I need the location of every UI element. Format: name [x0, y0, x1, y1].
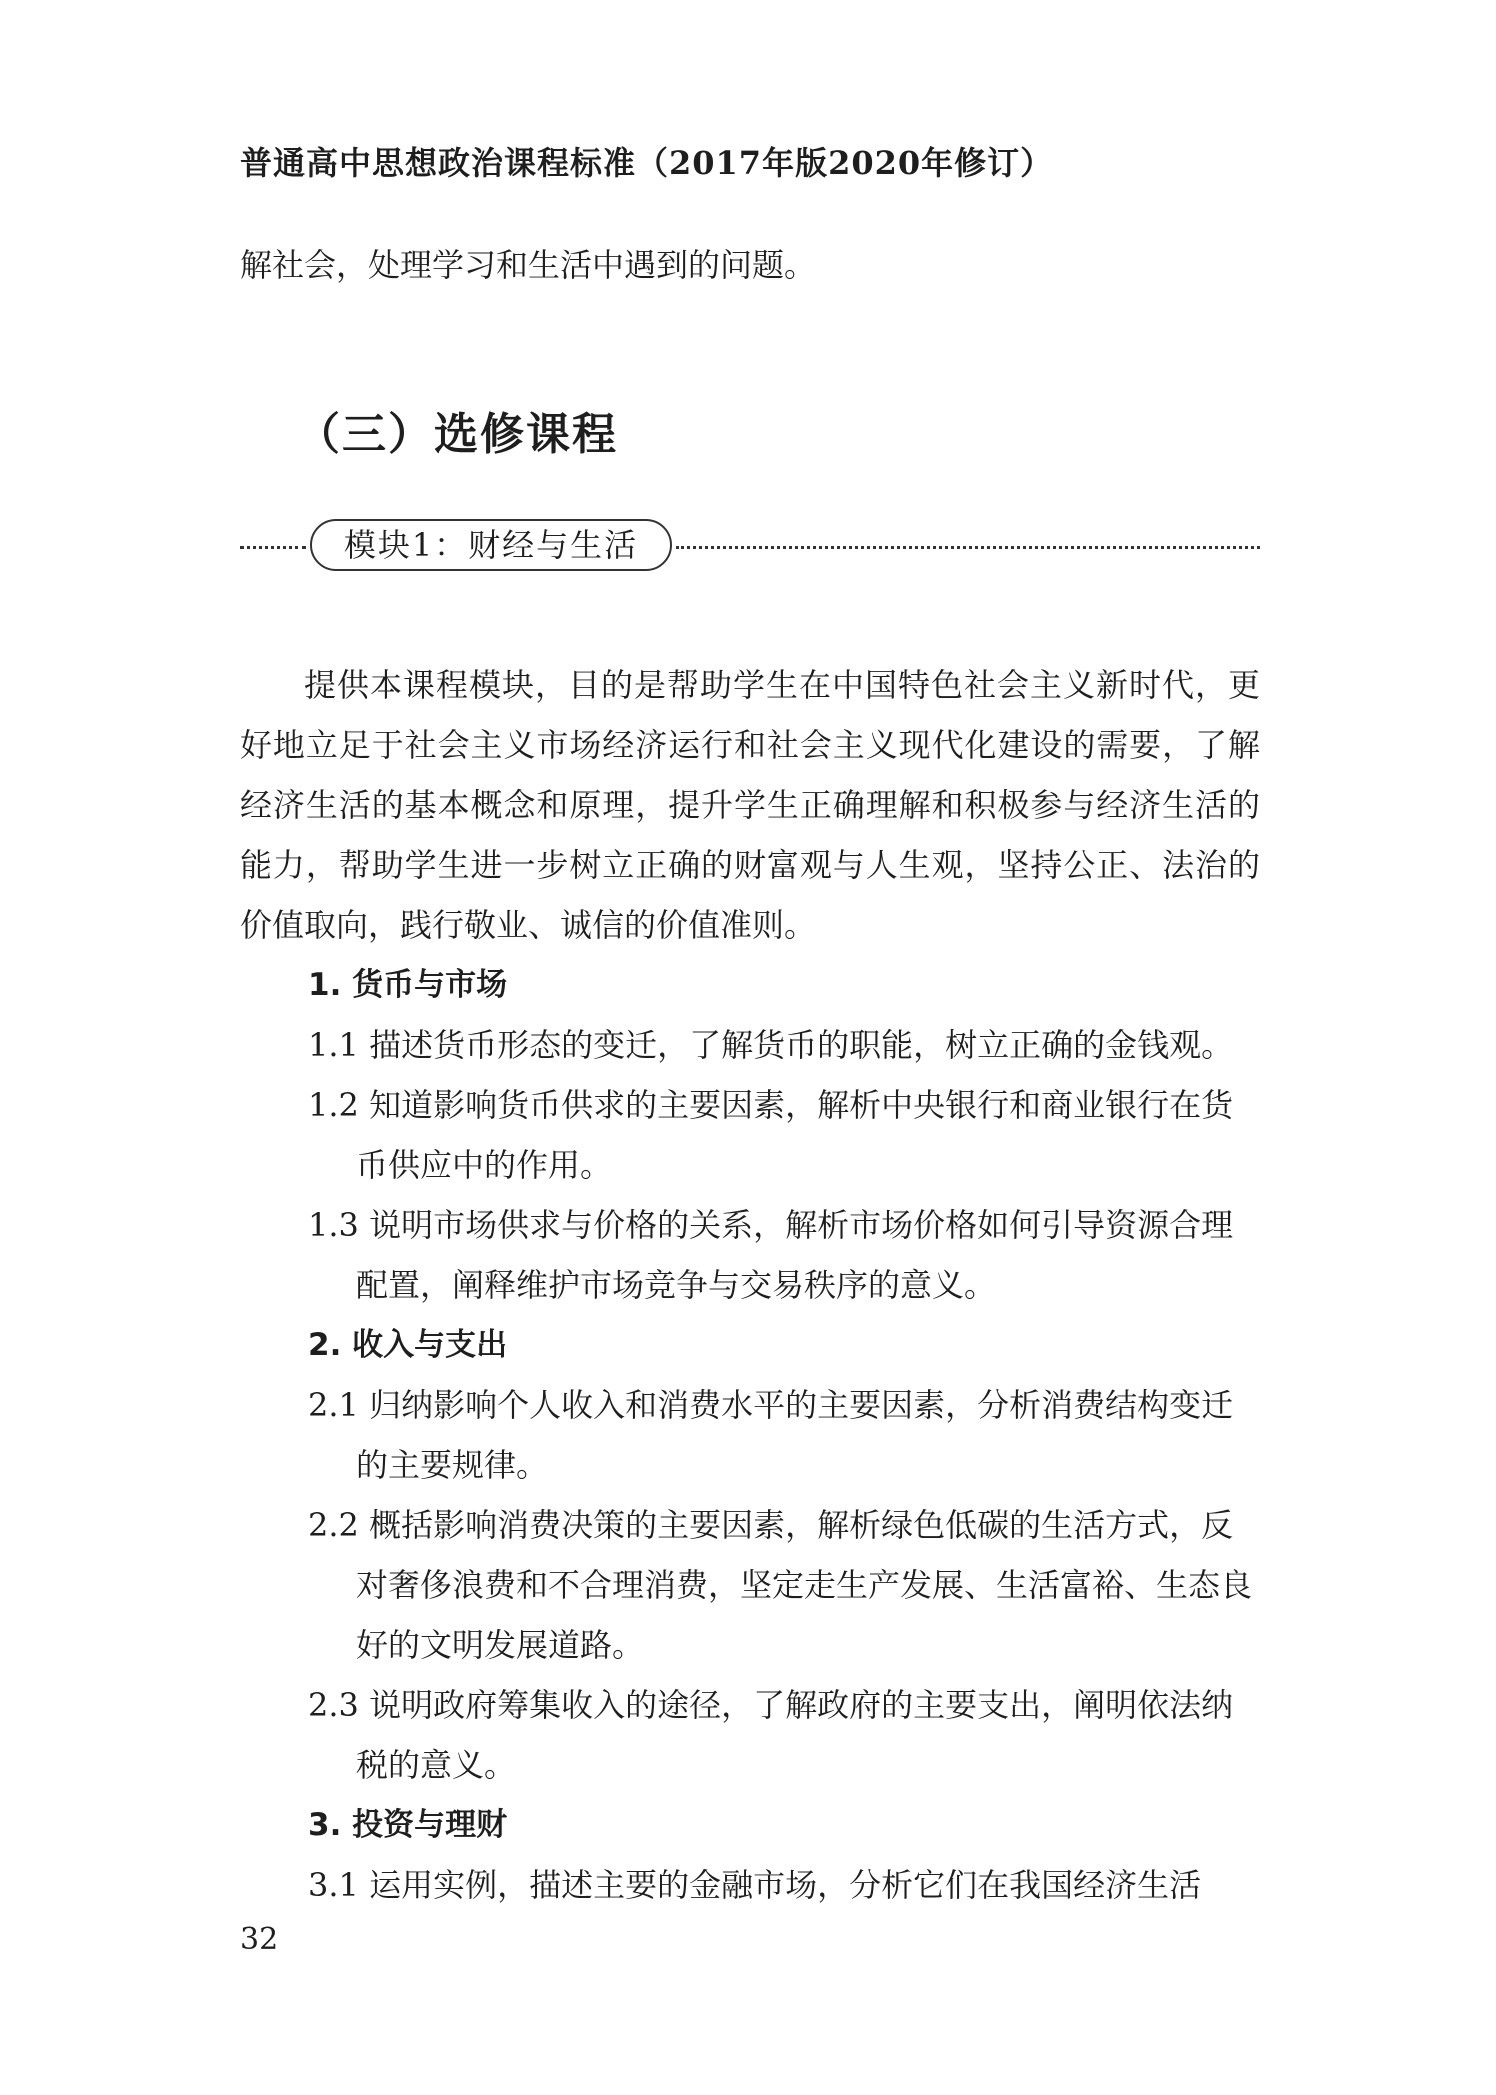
list-item-2-2: 2.2 概括影响消费决策的主要因素，解析绿色低碳的生活方式，反对奢侈浪费和不合理消费，坚定走生产发展、生活富裕、生态良好的文明发展道路。 — [308, 1506, 1253, 1664]
intro-paragraph: 解社会，处理学习和生活中遇到的问题。 — [240, 246, 817, 284]
topic-list — [308, 955, 1260, 1915]
section-title: （三）选修课程 — [296, 409, 618, 460]
topic-heading-3: 3. 投资与理财 — [308, 1807, 508, 1843]
module-description: 提供本课程模块，目的是帮助学生在中国特色社会主义新时代，更好地立足于社会主义市场经济运行和社会主义现代化建设的需要，了解经济生活的基本概念和原理，提升学生正确理解和积极参与经济生活的能力，帮助学生进一步树立正确的财富观与人生观，坚持公正、法治的价值取向，践行敬业、诚信的价值准则。 — [240, 666, 1260, 944]
module-label: 模块1：财经与生活 — [310, 519, 672, 571]
page-number: 32 — [240, 1922, 279, 1957]
topic-heading-2: 2. 收入与支出 — [308, 1327, 508, 1363]
module-banner — [240, 517, 1260, 575]
dotted-rule-left — [240, 546, 306, 549]
list-item-3-1: 3.1 运用实例，描述主要的金融市场，分析它们在我国经济生活 — [308, 1866, 1202, 1904]
topic-heading-1: 1. 货币与市场 — [308, 967, 508, 1003]
running-header: 普通高中思想政治课程标准（2017年版2020年修订） — [240, 144, 1054, 182]
dotted-rule-right — [676, 546, 1260, 549]
list-item-1-3: 1.3 说明市场供求与价格的关系，解析市场价格如何引导资源合理配置，阐释维护市场竞争与交易秩序的意义。 — [308, 1206, 1234, 1304]
list-item-1-2: 1.2 知道影响货币供求的主要因素，解析中央银行和商业银行在货币供应中的作用。 — [308, 1086, 1234, 1184]
list-item-2-3: 2.3 说明政府筹集收入的途径，了解政府的主要支出，阐明依法纳税的意义。 — [308, 1686, 1234, 1784]
list-item-1-1: 1.1 描述货币形态的变迁，了解货币的职能，树立正确的金钱观。 — [308, 1026, 1234, 1064]
list-item-2-1: 2.1 归纳影响个人收入和消费水平的主要因素，分析消费结构变迁的主要规律。 — [308, 1386, 1234, 1484]
